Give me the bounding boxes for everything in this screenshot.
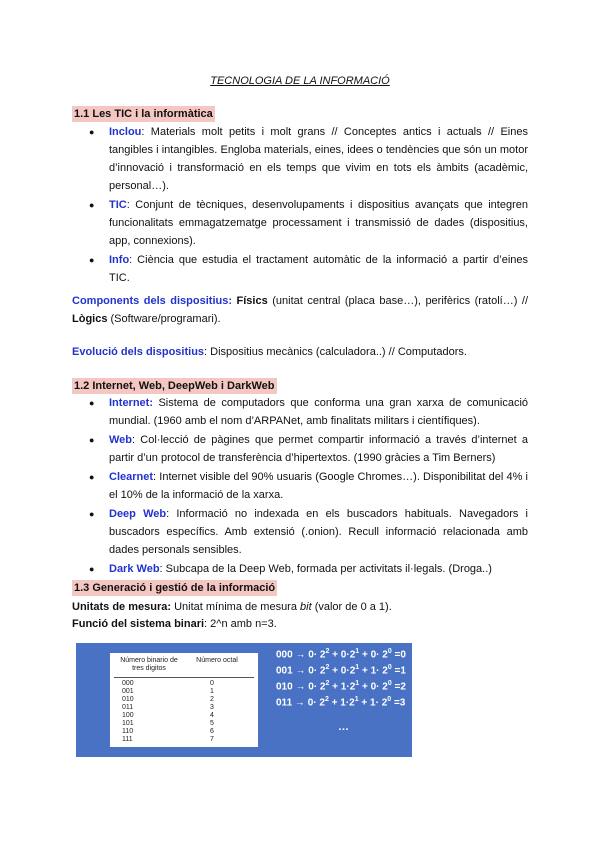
ellipsis-text: …: [338, 721, 349, 733]
internet-bullet-list: [72, 394, 528, 579]
eq-bit1: 1: [340, 681, 347, 693]
eq-bit0: 1: [370, 665, 377, 677]
term-label: Inclou: [109, 126, 142, 138]
table-cell-binary: 100: [122, 712, 134, 719]
binary-octal-table: [110, 653, 258, 747]
list-item: [72, 560, 528, 578]
term-label: Info: [109, 254, 130, 266]
table-cell-binary: 010: [122, 696, 134, 703]
term-definition: : Informació no indexada en els buscadors habituals. Navegadors i buscadors específics. Amb extensió (.onion). Recull informació relacionada amb dades personals sensibles.: [109, 508, 528, 556]
term-label: Clearnet: [109, 471, 154, 483]
bullet-icon: ●: [89, 200, 95, 210]
eq-result: 0: [400, 649, 406, 661]
tic-bullet-list: [72, 123, 528, 288]
table-cell-octal: 0: [210, 680, 214, 687]
binary-equation: $010 \to 0\cdot 2^2 + 1\cdot 2^1 + 0\cdot 2^0 =2$: [276, 680, 406, 693]
eq-bit2: 0: [307, 697, 314, 709]
term-label: Internet:: [109, 397, 153, 409]
list-item: [72, 251, 528, 287]
eq-result: 1: [400, 665, 406, 677]
table-cell-binary: 110: [122, 728, 134, 735]
list-item: [72, 196, 528, 250]
eq-bit2: 0: [308, 649, 314, 661]
eq-bits: 001: [276, 665, 293, 677]
bullet-icon: ●: [89, 472, 95, 482]
eq-bit1: 0: [340, 649, 347, 661]
logics-text: (Software/programari).: [107, 313, 221, 325]
term-label: Dark Web: [109, 563, 160, 575]
binary-equation: $011 \to 0\cdot 2^2 + 1\cdot 2^1 + 1\cdot 2^0 =3$: [276, 696, 406, 709]
list-item: [72, 468, 528, 504]
eq-bit2: 0: [308, 665, 314, 677]
term-definition: : Subcapa de la Deep Web, formada per activitats il·legals. (Droga..): [159, 563, 492, 575]
term-definition: : Conjunt de tècniques, desenvolupaments i dispositius avançats que integren funcionalitats emmagatzematge processament i transmissió de dades (dispositius, app, connexions).: [109, 199, 528, 247]
binary-figure: [76, 643, 412, 757]
table-cell-octal: 6: [210, 728, 214, 735]
evolucio-paragraph: [72, 343, 528, 361]
table-cell-octal: 7: [210, 736, 214, 743]
components-label: Components dels dispositius:: [72, 295, 232, 307]
bullet-icon: ●: [89, 564, 95, 574]
table-cell-octal: 2: [210, 696, 214, 703]
term-label: Web: [109, 434, 133, 446]
table-divider: [114, 677, 254, 678]
term-definition: : Materials molt petits i molt grans // Conceptes antics i actuals // Eines tangibles i intangibles. Engloba materials, eines, idees o tendències que són un motor d’innovació i transformació en els temps que vivim en tots els àmbits (acadèmic, personal…).: [109, 126, 528, 192]
table-cell-binary: 111: [122, 736, 133, 743]
bullet-icon: ●: [89, 127, 95, 137]
table-cell-octal: 5: [210, 720, 214, 727]
table-header-octal: Número octal: [196, 657, 238, 664]
list-item: [72, 431, 528, 467]
list-item: [72, 394, 528, 430]
table-cell-octal: 3: [210, 704, 214, 711]
table-cell-binary: 000: [122, 680, 134, 687]
eq-result: 2: [400, 681, 406, 693]
term-definition: : Internet visible del 90% usuaris (Google Chromes…). Disponibilitat del 4% i el 10% de la informació de la xarxa.: [109, 471, 528, 501]
funcio-paragraph: [72, 615, 528, 633]
unitats-italic: bit: [300, 601, 312, 613]
table-cell-binary: 011: [122, 704, 134, 711]
table-cell-octal: 1: [210, 688, 214, 695]
table-header-binary: Número binario de tres digitos: [120, 657, 178, 672]
term-definition: Sistema de computadors que conforma una gran xarxa de comunicació mundial. (1960 amb el nom d’ARPANet, amb finalitats militars i científiques).: [109, 397, 528, 427]
table-cell-binary: 101: [122, 720, 134, 727]
eq-bit1: 0: [340, 665, 347, 677]
section-heading-tic: 1.1 Les TIC i la informàtica: [74, 108, 213, 120]
page-title: TECNOLOGIA DE LA INFORMACIÓ: [210, 75, 390, 87]
eq-result: 3: [399, 697, 406, 709]
binary-equation: $001 \to 0\cdot 2^2 + 0\cdot 2^1 + 1\cdot 2^0 =1$: [276, 664, 406, 677]
funcio-text: : 2^n amb n=3.: [204, 618, 277, 630]
eq-bits: 000: [276, 649, 293, 661]
eq-bits: 011: [276, 697, 293, 709]
bullet-icon: ●: [89, 398, 95, 408]
unitats-paragraph: [72, 598, 528, 616]
eq-bit0: 0: [370, 649, 377, 661]
list-item: [72, 123, 528, 195]
evolucio-label: Evolució dels dispositius: [72, 346, 205, 358]
section-heading-internet: 1.2 Internet, Web, DeepWeb i DarkWeb: [74, 380, 275, 392]
unitats-text: Unitat mínima de mesura: [171, 601, 301, 613]
term-label: TIC: [109, 199, 127, 211]
eq-bit2: 0: [308, 681, 314, 693]
funcio-label: Funció del sistema binari: [72, 618, 205, 630]
table-cell-binary: 001: [122, 688, 134, 695]
fisics-text: (unitat central (placa base…), perifèrics (ratolí…) //: [267, 295, 528, 307]
eq-bit0: 1: [370, 697, 376, 709]
term-definition: : Ciència que estudia el tractament automàtic de la informació a partir d’eines TIC.: [109, 254, 528, 284]
fisics-label: Físics: [236, 295, 268, 307]
evolucio-text: : Dispositius mecànics (calculadora..) // Computadors.: [204, 346, 467, 358]
unitats-rest: (valor de 0 a 1).: [311, 601, 392, 613]
list-item: [72, 505, 528, 559]
bullet-icon: ●: [89, 509, 95, 519]
table-cell-octal: 4: [210, 712, 214, 719]
eq-bit1: 1: [340, 697, 346, 709]
term-definition: : Col·lecció de pàgines que permet compartir informació a través d’internet a partir d’un protocol de transferència d’hipertextos. (1990 gràcies a Tim Berners): [109, 434, 528, 464]
components-paragraph: [72, 292, 528, 328]
bullet-icon: ●: [89, 435, 95, 445]
binary-equation: $000 \to 0\cdot 2^2 + 0\cdot 2^1 + 0\cdot 2^0 =0$: [276, 648, 406, 661]
eq-bit0: 0: [370, 681, 377, 693]
bullet-icon: ●: [89, 255, 95, 265]
unitats-label: Unitats de mesura:: [72, 601, 172, 613]
term-label: Deep Web: [109, 508, 167, 520]
section-heading-generacio: 1.3 Generació i gestió de la informació: [74, 582, 276, 594]
eq-bits: 010: [276, 681, 293, 693]
logics-label: Lògics: [72, 313, 108, 325]
